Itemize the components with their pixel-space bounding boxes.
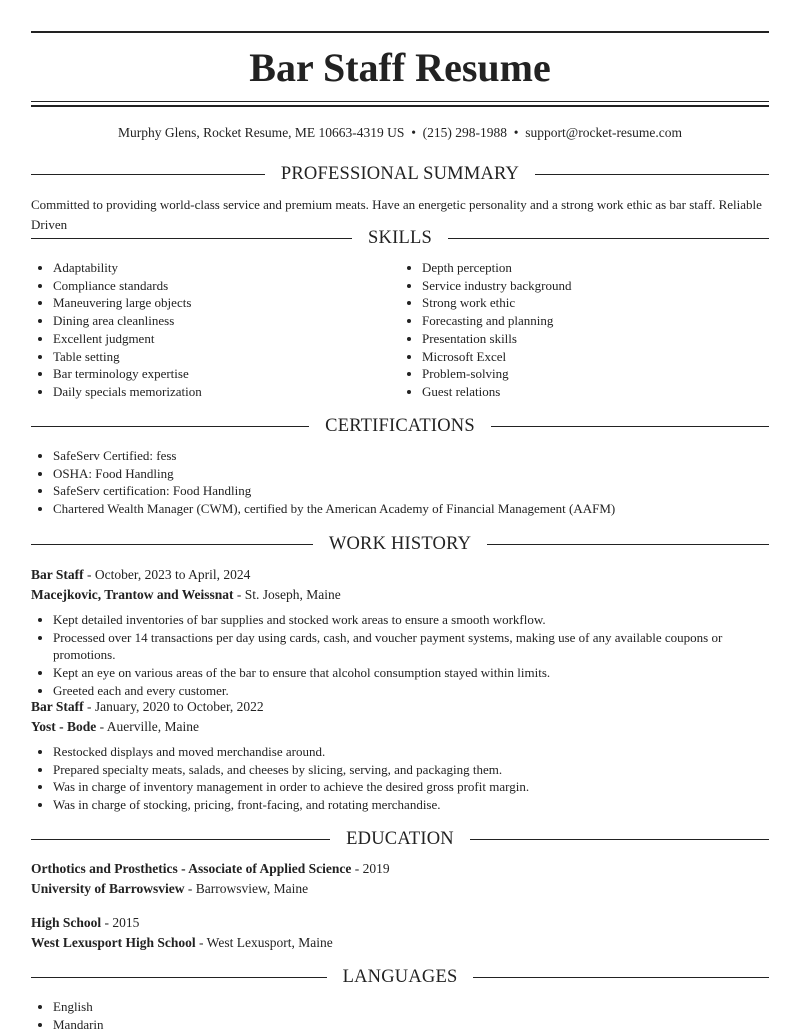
separator: • [513,125,519,140]
list-item: • Dining area cleanliness [53,312,400,330]
list-item: • Problem-solving [422,365,769,383]
list-item: • Microsoft Excel [422,348,769,366]
section-title: PROFESSIONAL SUMMARY [280,163,520,184]
list-item: • Was in charge of inventory management in order to achieve the desired gross profit margin. [53,778,769,796]
list-item: • Processed over 14 transactions per day using cards, cash, and voucher payment systems, making use of any available coupons or promotions. [53,629,769,664]
company: Macejkovic, Trantow and Weissnat [31,586,234,602]
list-item: • Was in charge of stocking, pricing, front-facing, and rotating merchandise. [53,796,769,814]
phone: (215) 298-1988 [422,125,508,140]
section-header-education [31,827,769,851]
list-item: • Maneuvering large objects [53,294,400,312]
education-entry: Orthotics and Prosthetics - Associate of Applied Science - 2019 University of Barrowsview - Barrowsview, Maine [31,861,390,896]
job-title: Bar Staff [31,699,84,714]
year: 2015 [112,915,140,930]
list-item: • Depth perception [422,259,769,277]
contact-line [31,124,769,142]
section-header-summary [31,162,769,186]
section-header-languages [31,965,769,989]
email: support@rocket-resume.com [525,125,683,140]
section-header-skills [31,226,769,250]
summary-text: Committed to providing world-class service and premium meats. Have an energetic personality and a strong work ethic as bar staff. Reliable Driven [31,197,762,232]
degree: Orthotics and Prosthetics - Associate of Applied Science [31,861,352,876]
list-item: • SafeServ certification: Food Handling [53,482,769,500]
divider [31,105,769,107]
certifications-list [31,447,769,518]
list-item: • Presentation skills [422,330,769,348]
job-location: St. Joseph, Maine [244,586,341,602]
job-title: Bar Staff [31,567,84,582]
degree: High School [31,915,102,930]
school-location: Barrowsview, Maine [195,880,309,896]
school: University of Barrowsview [31,880,185,896]
job-location: Auerville, Maine [106,718,200,734]
skills-right [400,259,769,401]
address: Murphy Glens, Rocket Resume, ME 10663-4319 US [117,125,405,140]
list-item: • Strong work ethic [422,294,769,312]
list-item: • Chartered Wealth Manager (CWM), certified by the American Academy of Financial Management (AAFM) [53,500,769,518]
list-item: • Restocked displays and moved merchandise around. [53,743,769,761]
list-item: • OSHA: Food Handling [53,465,769,483]
education-entry: High School - 2015 West Lexusport High School - West Lexusport, Maine [31,915,333,950]
list-item: • Guest relations [422,383,769,401]
job-dates: October, 2023 to April, 2024 [94,567,251,582]
list-item: • Kept detailed inventories of bar supplies and stocked work areas to ensure a smooth workflow. [53,611,769,629]
list-item: • Kept an eye on various areas of the bar to ensure that alcohol consumption stayed within limits. [53,664,769,682]
skills-left [31,259,400,401]
page-title: Bar Staff Resume [249,45,551,90]
section-title: EDUCATION [346,828,454,849]
job-entry: Bar Staff - October, 2023 to April, 2024 Macejkovic, Trantow and Weissnat - St. Joseph, Maine • Kept detailed inventories of bar supplies and stocked work areas to ensure a smooth workflow. • Processed over 14 transactions per day using cards, cash, and voucher payment systems, making use of any available coupons or promotions. • Kept an eye on various areas of the bar to ensure that alcohol consumption stayed within limits. • Greeted each and every customer. [31,565,769,700]
skills-list [31,259,769,401]
year: 2019 [362,861,390,876]
list-item: • Forecasting and planning [422,312,769,330]
list-item: • English [53,998,769,1016]
languages-list [31,998,769,1033]
list-item: • Prepared specialty meats, salads, and cheeses by slicing, serving, and packaging them. [53,761,769,779]
job-bullets [31,611,769,700]
company: Yost - Bode [31,718,97,734]
school-location: West Lexusport, Maine [206,934,333,950]
school: West Lexusport High School [31,934,196,950]
list-item: • Table setting [53,348,400,366]
job-bullets [31,743,769,814]
list-item: • Excellent judgment [53,330,400,348]
list-item: • Adaptability [53,259,400,277]
section-title: LANGUAGES [342,966,458,987]
section-header-certifications [31,414,769,438]
separator: • [411,125,416,140]
job-dates: January, 2020 to October, 2022 [94,699,264,714]
list-item: • Greeted each and every customer. [53,682,769,700]
list-item: • Service industry background [422,277,769,295]
section-title: CERTIFICATIONS [325,415,475,436]
list-item: • Mandarin [53,1016,769,1034]
top-rule [31,31,769,33]
list-item: • Compliance standards [53,277,400,295]
section-title: SKILLS [368,227,432,248]
section-header-work [31,532,769,556]
list-item: • Daily specials memorization [53,383,400,401]
job-entry: Bar Staff - January, 2020 to October, 2022 Yost - Bode - Auerville, Maine • Restocked displays and moved merchandise around. • Prepared specialty meats, salads, and cheeses by slicing, serving, and packaging them. • Was in charge of inventory management in order to achieve the desired gross profit margin. • Was in charge of stocking, pricing, front-facing, and rotating merchandise. [31,697,769,814]
list-item: • SafeServ Certified: fess [53,447,769,465]
list-item: • Bar terminology expertise [53,365,400,383]
section-title: WORK HISTORY [328,533,472,554]
divider [31,101,769,102]
